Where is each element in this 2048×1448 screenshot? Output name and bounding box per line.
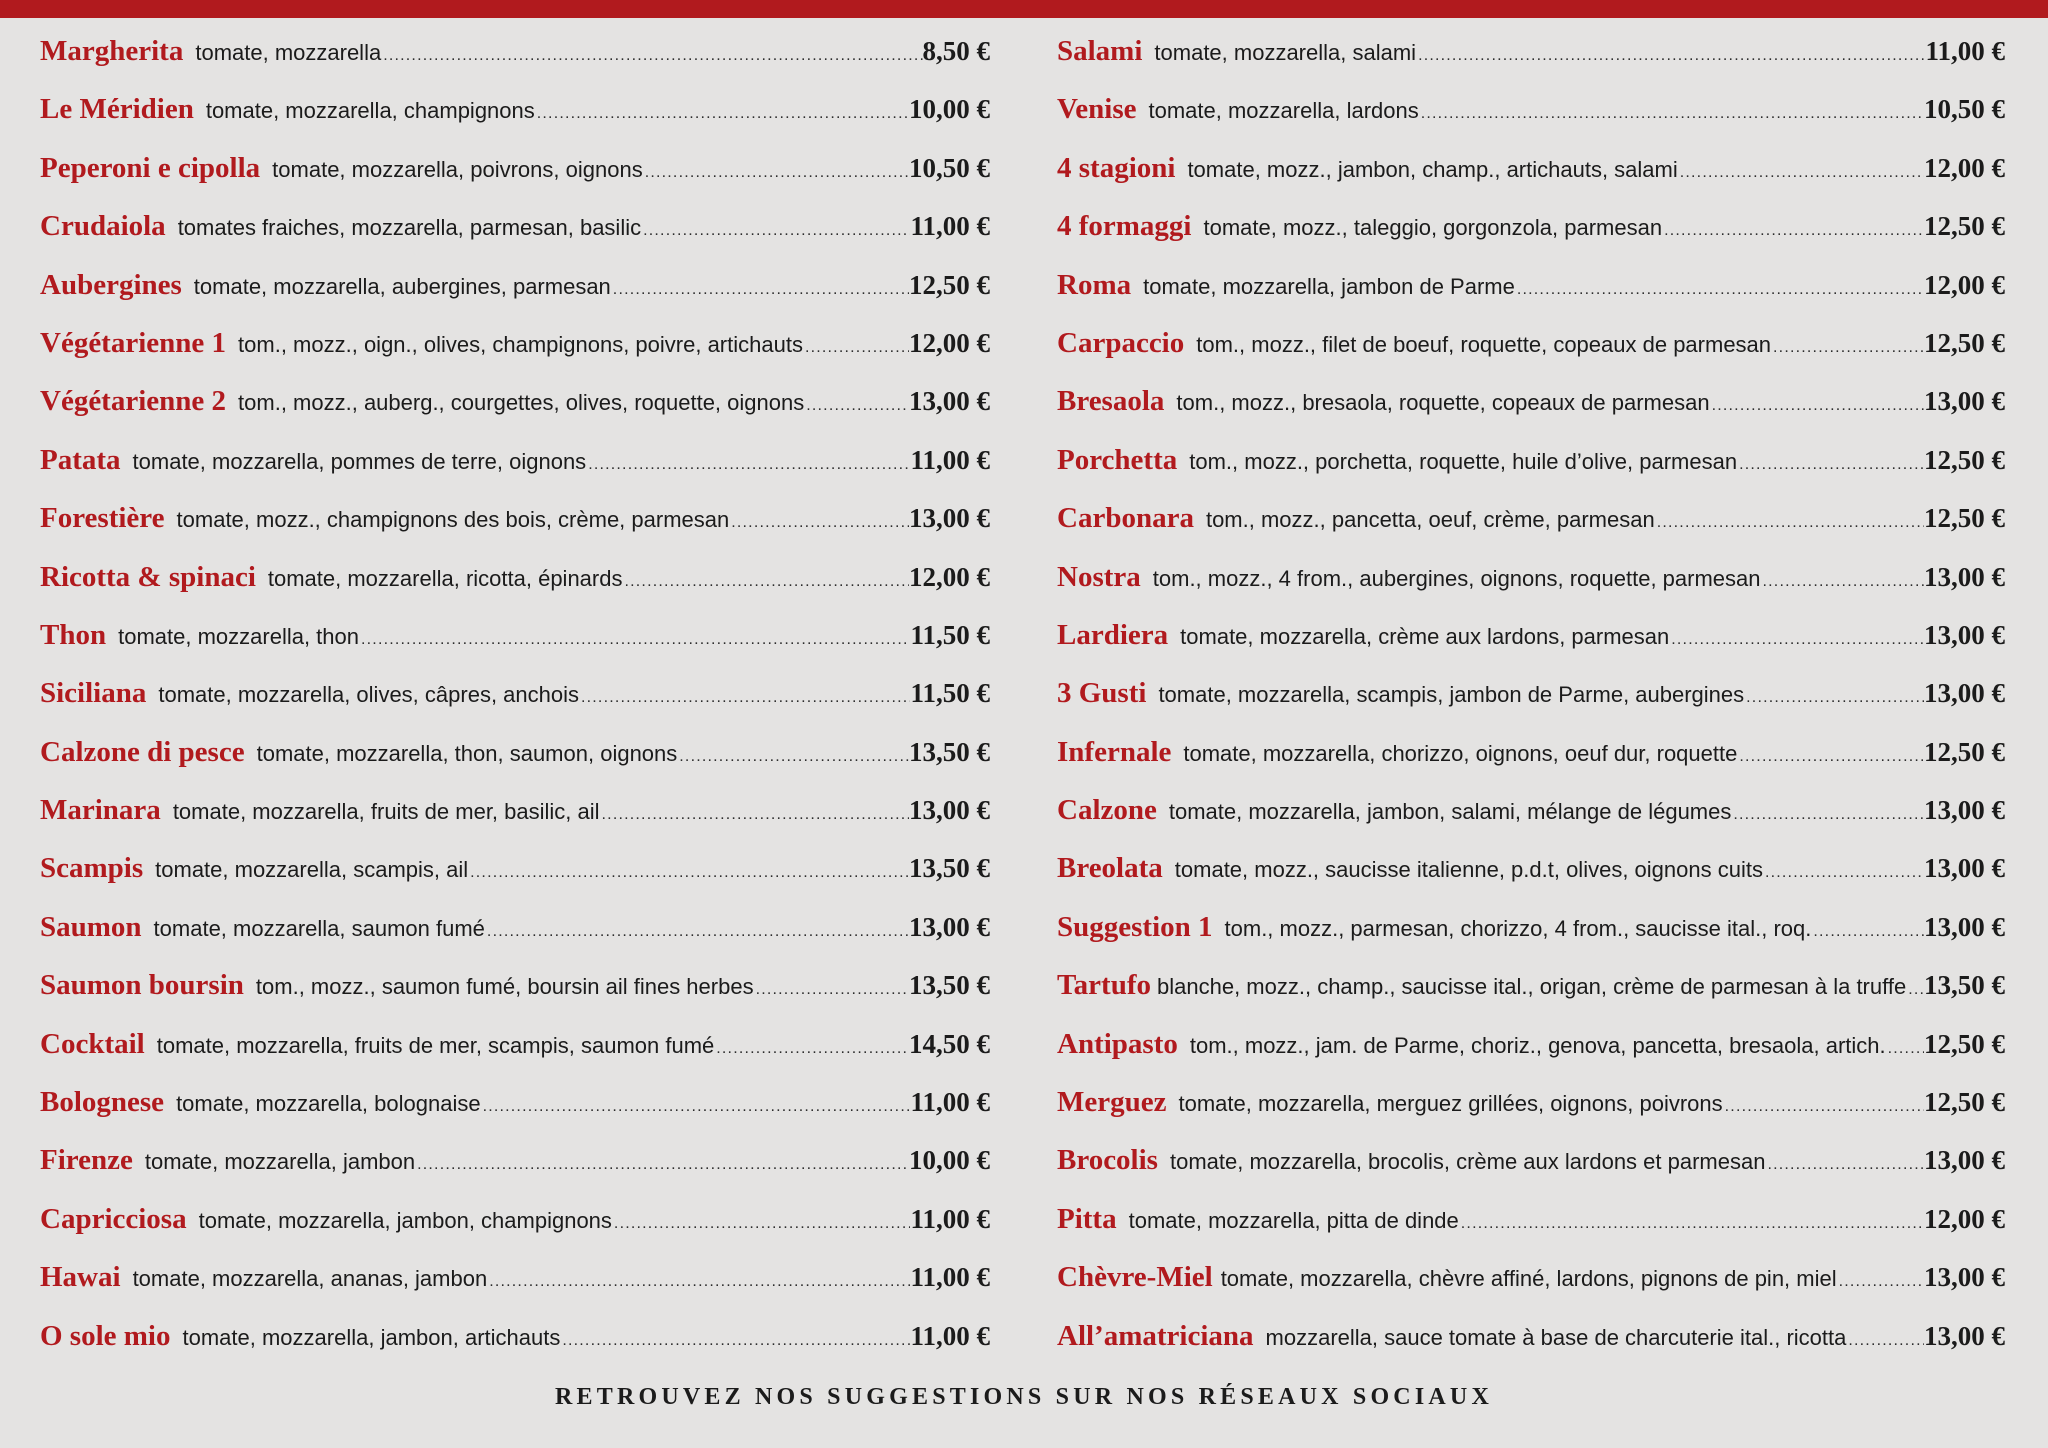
menu-item-firenze bbox=[40, 1131, 990, 1189]
pizza-name: 4 formaggi bbox=[1057, 210, 1192, 243]
menu-item-roma bbox=[1057, 256, 2005, 314]
menu-item-3-gusti bbox=[1057, 664, 2005, 722]
pizza-price: 13,00 € bbox=[1924, 678, 2005, 709]
dot-leader bbox=[1906, 973, 1924, 1007]
dot-leader bbox=[381, 39, 922, 73]
pizza-ingredients: tomate, mozzarella, fruits de mer, scampis, saumon fumé bbox=[156, 1032, 715, 1058]
pizza-ingredients: tomate, mozzarella, olives, câpres, anchois bbox=[158, 682, 579, 708]
menu-item-all-amatriciana bbox=[1057, 1307, 2005, 1365]
pizza-ingredients: tomate, mozzarella, jambon bbox=[144, 1149, 416, 1175]
pizza-price: 13,00 € bbox=[909, 503, 990, 534]
dot-leader bbox=[1655, 506, 1924, 540]
menu-item-calzone-di-pesce bbox=[40, 723, 990, 781]
pizza-ingredients: tomate, mozz., saucisse italienne, p.d.t, olives, oignons cuits bbox=[1174, 857, 1763, 883]
dot-leader bbox=[1678, 156, 1924, 190]
pizza-ingredients: tomate, mozzarella, salami bbox=[1154, 40, 1417, 65]
pizza-ingredients: tom., mozz., filet de boeuf, roquette, copeaux de parmesan bbox=[1196, 331, 1772, 357]
pizza-name: 3 Gusti bbox=[1057, 677, 1147, 710]
pizza-ingredients: tomate, mozzarella, poivrons, oignons bbox=[272, 156, 643, 182]
dot-leader bbox=[677, 740, 909, 774]
pizza-name: Saumon bbox=[40, 910, 142, 943]
pizza-name: Végétarienne 2 bbox=[40, 385, 227, 418]
pizza-price: 12,00 € bbox=[1924, 152, 2005, 183]
pizza-name: Breolata bbox=[1057, 852, 1163, 885]
pizza-ingredients: tomate, mozzarella, merguez grillées, oignons, poivrons bbox=[1178, 1091, 1723, 1117]
pizza-price: 13,00 € bbox=[1924, 1320, 2005, 1351]
dot-leader bbox=[1765, 1148, 1924, 1182]
pizza-name: Brocolis bbox=[1057, 1144, 1158, 1177]
pizza-price: 13,50 € bbox=[1924, 970, 2005, 1001]
pizza-name: Suggestion 1 bbox=[1057, 910, 1213, 943]
pizza-name: O sole mio bbox=[40, 1319, 171, 1352]
pizza-ingredients: tom., mozz., saumon fumé, boursin ail fines herbes bbox=[255, 974, 754, 1000]
pizza-price: 12,50 € bbox=[1924, 736, 2005, 767]
social-media-footer: RETROUVEZ NOS SUGGESTIONS SUR NOS RÉSEAUX SOCIAUX bbox=[555, 1384, 1493, 1410]
menu-item-nostra bbox=[1057, 548, 2005, 606]
pizza-ingredients: tomate, mozzarella, scampis, ail bbox=[155, 857, 469, 883]
pizza-price: 10,50 € bbox=[1924, 94, 2005, 125]
dot-leader bbox=[641, 214, 910, 248]
menu-column-right bbox=[1057, 22, 2005, 1365]
menu-item-o-sole-mio bbox=[40, 1307, 990, 1365]
pizza-ingredients: blanche, mozz., champ., saucisse ital., origan, crème de parmesan à la truffe bbox=[1157, 974, 1907, 1000]
dot-leader bbox=[1723, 1090, 1924, 1124]
pizza-ingredients: tomate, mozzarella, thon, saumon, oignons bbox=[256, 740, 678, 766]
pizza-ingredients: tomate, mozzarella, chèvre affiné, lardons, pignons de pin, miel bbox=[1220, 1266, 1837, 1292]
pizza-ingredients: tomate, mozz., champignons des bois, crème, parmesan bbox=[176, 507, 730, 533]
dot-leader bbox=[754, 973, 909, 1007]
menu-item-aubergines bbox=[40, 256, 990, 314]
pizza-price: 13,00 € bbox=[1924, 1145, 2005, 1176]
menu-item-4-stagioni bbox=[1057, 139, 2005, 197]
pizza-name: Scampis bbox=[40, 852, 144, 885]
menu-item-forestiere bbox=[40, 489, 990, 547]
pizza-ingredients: tomate, mozzarella, brocolis, crème aux lardons et parmesan bbox=[1169, 1149, 1766, 1175]
dot-leader bbox=[1771, 331, 1924, 365]
menu-item-vegetarienne-1 bbox=[40, 314, 990, 372]
pizza-ingredients: tomate, mozzarella, jambon, champignons bbox=[198, 1207, 612, 1233]
pizza-name: Le Méridien bbox=[40, 93, 194, 126]
dot-leader bbox=[611, 273, 909, 307]
menu-item-pitta bbox=[1057, 1190, 2005, 1248]
pizza-price: 12,00 € bbox=[1924, 269, 2005, 300]
pizza-price: 12,50 € bbox=[1924, 1087, 2005, 1118]
menu-item-lardiera bbox=[1057, 606, 2005, 664]
pizza-price: 11,00 € bbox=[910, 1087, 990, 1118]
menu-item-saumon-boursin bbox=[40, 956, 990, 1014]
pizza-price: 12,50 € bbox=[909, 269, 990, 300]
pizza-name: Thon bbox=[40, 618, 107, 651]
pizza-ingredients: tomate, mozz., jambon, champ., artichauts, salami bbox=[1187, 156, 1678, 182]
pizza-name: Hawai bbox=[40, 1261, 121, 1294]
pizza-name: Margherita bbox=[40, 35, 184, 67]
pizza-price: 12,00 € bbox=[909, 327, 990, 358]
dot-leader bbox=[560, 1324, 910, 1358]
pizza-name: Bresaola bbox=[1057, 385, 1165, 418]
dot-leader bbox=[1459, 1207, 1924, 1241]
menu-item-bresaola bbox=[1057, 372, 2005, 430]
pizza-name: Salami bbox=[1057, 35, 1143, 67]
pizza-ingredients: tomates fraiches, mozzarella, parmesan, basilic bbox=[177, 215, 642, 241]
pizza-name: Merguez bbox=[1057, 1086, 1167, 1119]
pizza-ingredients: tomate, mozzarella, crème aux lardons, parmesan bbox=[1180, 623, 1670, 649]
menu-item-infernale bbox=[1057, 723, 2005, 781]
pizza-name: Ricotta & spinaci bbox=[40, 560, 256, 593]
menu-item-calzone bbox=[1057, 781, 2005, 839]
pizza-price: 13,00 € bbox=[1924, 795, 2005, 826]
pizza-ingredients: tomate, mozzarella, pitta de dinde bbox=[1128, 1207, 1459, 1233]
pizza-price: 14,50 € bbox=[909, 1028, 990, 1059]
pizza-ingredients: tomate, mozzarella, ricotta, épinards bbox=[267, 565, 623, 591]
pizza-price: 12,50 € bbox=[1924, 327, 2005, 358]
pizza-price: 13,00 € bbox=[1924, 911, 2005, 942]
pizza-price: 10,50 € bbox=[909, 152, 990, 183]
dot-leader bbox=[487, 1265, 910, 1299]
pizza-price: 13,00 € bbox=[1924, 619, 2005, 650]
pizza-ingredients: tomate, mozzarella, ananas, jambon bbox=[132, 1266, 488, 1292]
pizza-ingredients: tomate, mozzarella, scampis, jambon de Parme, aubergines bbox=[1158, 682, 1745, 708]
pizza-name: Calzone bbox=[1057, 794, 1157, 827]
menu-item-tartufo bbox=[1057, 956, 2005, 1014]
menu-item-siciliana bbox=[40, 664, 990, 722]
menu-item-suggestion-1 bbox=[1057, 898, 2005, 956]
menu-item-salami bbox=[1057, 22, 2005, 80]
pizza-name: Porchetta bbox=[1057, 443, 1178, 476]
menu-item-porchetta bbox=[1057, 431, 2005, 489]
dot-leader bbox=[1837, 1265, 1924, 1299]
dot-leader bbox=[485, 915, 909, 949]
dot-leader bbox=[600, 798, 909, 832]
dot-leader bbox=[415, 1148, 909, 1182]
pizza-ingredients: mozzarella, sauce tomate à base de charcuterie ital., ricotta bbox=[1265, 1324, 1847, 1350]
dot-leader bbox=[586, 448, 910, 482]
pizza-ingredients: tomate, mozzarella bbox=[195, 40, 382, 65]
pizza-price: 13,50 € bbox=[909, 853, 990, 884]
dot-leader bbox=[729, 506, 909, 540]
pizza-ingredients: tomate, mozzarella, champignons bbox=[205, 98, 535, 124]
dot-leader bbox=[1761, 565, 1924, 599]
pizza-name: Infernale bbox=[1057, 735, 1172, 768]
pizza-price: 12,50 € bbox=[1924, 444, 2005, 475]
pizza-ingredients: tom., mozz., parmesan, chorizzo, 4 from., saucisse ital., roq. bbox=[1224, 915, 1812, 941]
menu-item-cocktail bbox=[40, 1015, 990, 1073]
pizza-ingredients: tomate, mozzarella, saumon fumé bbox=[153, 915, 485, 941]
dot-leader bbox=[1737, 448, 1924, 482]
pizza-name: Calzone di pesce bbox=[40, 735, 245, 768]
pizza-price: 12,00 € bbox=[1924, 1203, 2005, 1234]
pizza-price: 11,50 € bbox=[910, 678, 990, 709]
pizza-ingredients: tomate, mozzarella, chorizzo, oignons, oeuf dur, roquette bbox=[1183, 740, 1738, 766]
pizza-price: 8,50 € bbox=[922, 36, 990, 66]
pizza-ingredients: tomate, mozzarella, jambon, salami, mélange de légumes bbox=[1168, 799, 1732, 825]
pizza-price: 13,00 € bbox=[1924, 1262, 2005, 1293]
menu-item-hawai bbox=[40, 1248, 990, 1306]
pizza-price: 13,50 € bbox=[909, 736, 990, 767]
menu-column-left bbox=[40, 22, 990, 1365]
pizza-name: Venise bbox=[1057, 93, 1137, 126]
pizza-price: 11,00 € bbox=[1925, 36, 2005, 66]
pizza-ingredients: tom., mozz., pancetta, oeuf, crème, parmesan bbox=[1205, 507, 1655, 533]
pizza-price: 11,00 € bbox=[910, 1320, 990, 1351]
menu-item-saumon bbox=[40, 898, 990, 956]
pizza-ingredients: tom., mozz., auberg., courgettes, olives, roquette, oignons bbox=[238, 390, 805, 416]
pizza-name: Végétarienne 1 bbox=[40, 326, 227, 359]
pizza-price: 13,00 € bbox=[909, 911, 990, 942]
dot-leader bbox=[622, 565, 909, 599]
pizza-ingredients: tomate, mozzarella, pommes de terre, oignons bbox=[132, 448, 587, 474]
dot-leader bbox=[359, 623, 910, 657]
menu-item-crudaiola bbox=[40, 197, 990, 255]
pizza-name: Marinara bbox=[40, 794, 161, 827]
dot-leader bbox=[643, 156, 909, 190]
pizza-price: 11,00 € bbox=[910, 1262, 990, 1293]
menu-item-margherita bbox=[40, 22, 990, 80]
pizza-price: 10,00 € bbox=[909, 94, 990, 125]
pizza-name: Siciliana bbox=[40, 677, 147, 710]
pizza-ingredients: tom., mozz., jam. de Parme, choriz., genova, pancetta, bresaola, artich. bbox=[1189, 1032, 1886, 1058]
pizza-name: Nostra bbox=[1057, 560, 1141, 593]
pizza-name: Crudaiola bbox=[40, 210, 166, 243]
dot-leader bbox=[1737, 740, 1924, 774]
pizza-ingredients: tomate, mozzarella, jambon de Parme bbox=[1143, 273, 1515, 299]
top-red-bar bbox=[0, 0, 2048, 18]
pizza-price: 13,00 € bbox=[1924, 386, 2005, 417]
pizza-price: 11,00 € bbox=[910, 444, 990, 475]
menu-item-antipasto bbox=[1057, 1015, 2005, 1073]
menu-item-le-meridien bbox=[40, 80, 990, 138]
menu-item-chevre-miel bbox=[1057, 1248, 2005, 1306]
menu-item-carpaccio bbox=[1057, 314, 2005, 372]
pizza-price: 13,00 € bbox=[1924, 853, 2005, 884]
pizza-name: Carbonara bbox=[1057, 502, 1194, 535]
pizza-name: Antipasto bbox=[1057, 1027, 1178, 1060]
dot-leader bbox=[1744, 681, 1924, 715]
dot-leader bbox=[1419, 97, 1924, 131]
pizza-ingredients: tomate, mozzarella, jambon, artichauts bbox=[182, 1324, 561, 1350]
menu-item-carbonara bbox=[1057, 489, 2005, 547]
pizza-name: Patata bbox=[40, 443, 121, 476]
menu-item-venise bbox=[1057, 80, 2005, 138]
pizza-price: 13,00 € bbox=[909, 386, 990, 417]
pizza-name: 4 stagioni bbox=[1057, 151, 1176, 184]
pizza-name: Tartufo bbox=[1057, 969, 1151, 1002]
dot-leader bbox=[1416, 39, 1925, 73]
pizza-price: 12,50 € bbox=[1924, 1028, 2005, 1059]
pizza-ingredients: tomate, mozz., taleggio, gorgonzola, parmesan bbox=[1203, 215, 1663, 241]
pizza-name: Chèvre-Miel bbox=[1057, 1261, 1213, 1294]
pizza-name: Roma bbox=[1057, 268, 1132, 301]
pizza-ingredients: tomate, mozzarella, lardons bbox=[1148, 98, 1419, 124]
dot-leader bbox=[535, 97, 909, 131]
pizza-name: Aubergines bbox=[40, 268, 182, 301]
dot-leader bbox=[1710, 389, 1924, 423]
pizza-name: All’amatriciana bbox=[1057, 1319, 1254, 1352]
pizza-name: Forestière bbox=[40, 502, 165, 535]
pizza-price: 11,50 € bbox=[910, 619, 990, 650]
menu-item-breolata bbox=[1057, 839, 2005, 897]
pizza-ingredients: tomate, mozzarella, fruits de mer, basilic, ail bbox=[172, 799, 600, 825]
dot-leader bbox=[1669, 623, 1924, 657]
pizza-ingredients: tom., mozz., bresaola, roquette, copeaux de parmesan bbox=[1176, 390, 1710, 416]
dot-leader bbox=[803, 331, 909, 365]
dot-leader bbox=[714, 1032, 909, 1066]
menu-item-ricotta-spinaci bbox=[40, 548, 990, 606]
pizza-name: Saumon boursin bbox=[40, 969, 244, 1002]
menu-item-scampis bbox=[40, 839, 990, 897]
pizza-name: Cocktail bbox=[40, 1027, 145, 1060]
pizza-price: 10,00 € bbox=[909, 1145, 990, 1176]
pizza-name: Lardiera bbox=[1057, 618, 1169, 651]
pizza-price: 13,50 € bbox=[909, 970, 990, 1001]
pizza-ingredients: tom., mozz., porchetta, roquette, huile d’olive, parmesan bbox=[1189, 448, 1738, 474]
pizza-name: Firenze bbox=[40, 1144, 133, 1177]
dot-leader bbox=[1763, 856, 1924, 890]
menu-item-vegetarienne-2 bbox=[40, 372, 990, 430]
pizza-name: Peperoni e cipolla bbox=[40, 151, 261, 184]
menu-item-brocolis bbox=[1057, 1131, 2005, 1189]
pizza-name: Pitta bbox=[1057, 1202, 1117, 1235]
dot-leader bbox=[579, 681, 910, 715]
pizza-name: Capricciosa bbox=[40, 1202, 187, 1235]
menu-item-capricciosa bbox=[40, 1190, 990, 1248]
pizza-ingredients: tomate, mozzarella, aubergines, parmesan bbox=[193, 273, 611, 299]
pizza-ingredients: tomate, mozzarella, bolognaise bbox=[176, 1091, 481, 1117]
pizza-ingredients: tom., mozz., oign., olives, champignons, poivre, artichauts bbox=[238, 331, 803, 357]
pizza-name: Carpaccio bbox=[1057, 326, 1185, 359]
pizza-price: 11,00 € bbox=[910, 1203, 990, 1234]
dot-leader bbox=[481, 1090, 911, 1124]
dot-leader bbox=[1846, 1324, 1924, 1358]
menu-item-4-formaggi bbox=[1057, 197, 2005, 255]
dot-leader bbox=[804, 389, 909, 423]
pizza-ingredients: tom., mozz., 4 from., aubergines, oignons, roquette, parmesan bbox=[1152, 565, 1761, 591]
dot-leader bbox=[612, 1207, 911, 1241]
dot-leader bbox=[1515, 273, 1924, 307]
menu-item-thon bbox=[40, 606, 990, 664]
pizza-price: 12,00 € bbox=[909, 561, 990, 592]
pizza-price: 13,00 € bbox=[1924, 561, 2005, 592]
dot-leader bbox=[468, 856, 909, 890]
menu-item-peperoni-e-cipolla bbox=[40, 139, 990, 197]
pizza-ingredients: tomate, mozzarella, thon bbox=[118, 623, 360, 649]
pizza-price: 12,50 € bbox=[1924, 211, 2005, 242]
dot-leader bbox=[1662, 214, 1924, 248]
pizza-price: 11,00 € bbox=[910, 211, 990, 242]
menu-item-patata bbox=[40, 431, 990, 489]
dot-leader bbox=[1731, 798, 1924, 832]
pizza-name: Bolognese bbox=[40, 1086, 165, 1119]
dot-leader bbox=[1811, 915, 1924, 949]
dot-leader bbox=[1886, 1032, 1924, 1066]
pizza-price: 13,00 € bbox=[909, 795, 990, 826]
menu-item-merguez bbox=[1057, 1073, 2005, 1131]
menu-item-bolognese bbox=[40, 1073, 990, 1131]
menu-item-marinara bbox=[40, 781, 990, 839]
pizza-price: 12,50 € bbox=[1924, 503, 2005, 534]
